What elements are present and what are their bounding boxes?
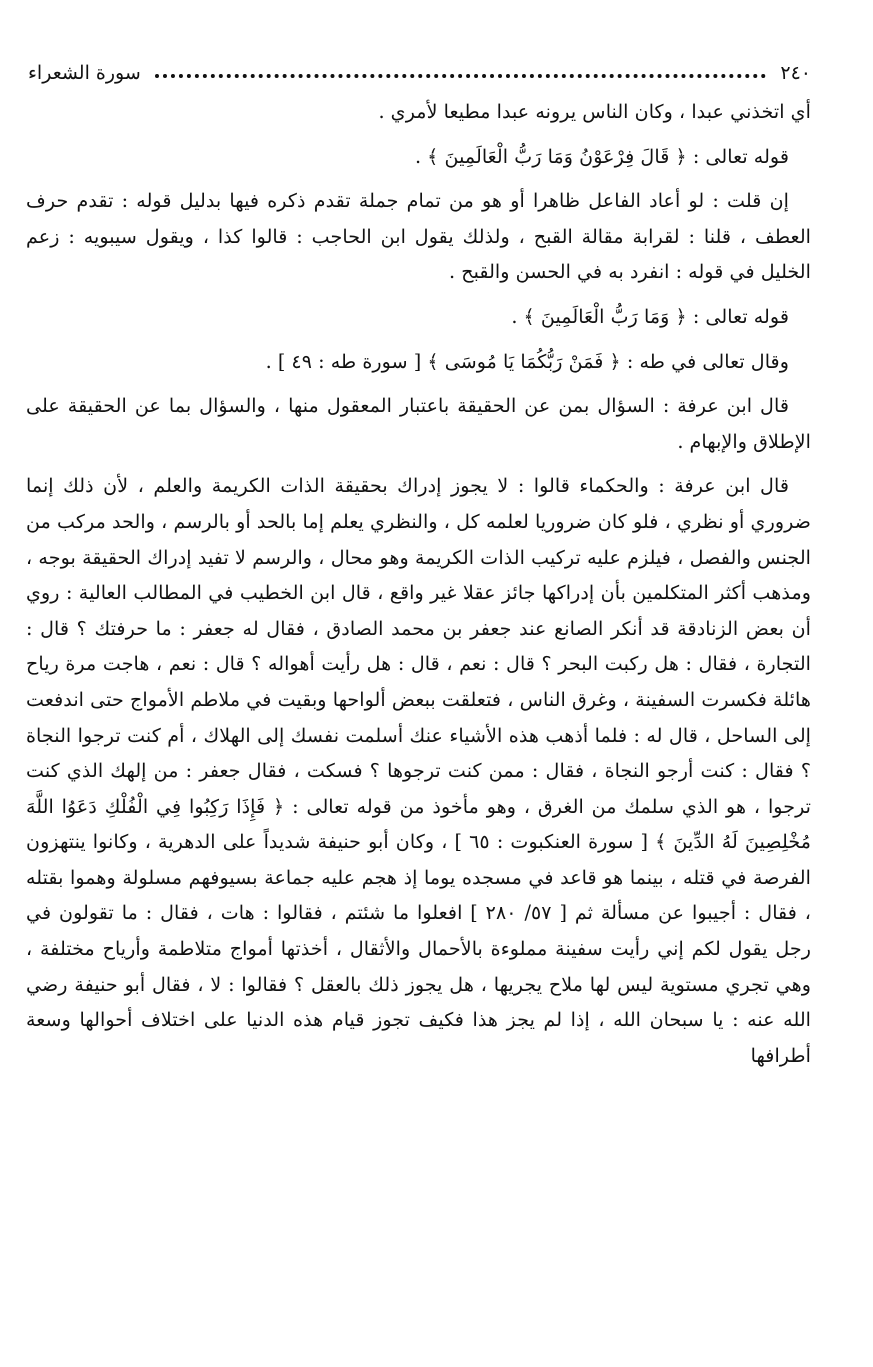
paragraph: قوله تعالى : ﴿ وَمَا رَبُّ الْعَالَمِينَ ﴾ .	[511, 304, 789, 328]
surah-title: سورة الشعراء	[28, 62, 141, 84]
page-body	[26, 94, 811, 1082]
page-header	[28, 56, 811, 90]
paragraph: إن قلت : لو أعاد الفاعل ظاهرا أو هو من تمام جملة تقدم ذكره فيها بدليل قوله : تقدم حرف العطف ، قلنا : لقرابة مقالة القبح ، ولذلك يقول ابن الحاجب : قالوا كذا ، ويقول سيبويه : زعم الخليل في قوله : انفرد به في الحسن والقبح .	[26, 189, 811, 284]
paragraph: قال ابن عرفة : والحكماء قالوا : لا يجوز إدراك بحقيقة الذات الكريمة والعلم ، لأن ذلك إنما ضروري أو نظري ، فلو كان ضروريا لعلمه كل ، والنظري يعلم إما بالحد أو بالرسم ، والحد مركب من الجنس والفصل ، فيلزم عليه تركيب الذات الكريمة وهو محال ، والرسم لا تفيد إدراك الحقيقة بوجه ، ومذهب أكثر المتكلمين بأن إدراكها جائز عقلا غير واقع ، قال ابن الخطيب في المطالب العالية : روي أن بعض الزنادقة قد أنكر الصانع عند جعفر بن محمد الصادق ، فقال له جعفر : ما حرفتك ؟ قال : التجارة ، فقال : هل ركبت البحر ؟ قال : نعم ، قال : هل رأيت أهواله ؟ قال : نعم ، هاجت مرة رياح هائلة فكسرت السفينة ، وغرق الناس ، فتعلقت ببعض ألواحها وبقيت في ملاطم الأمواج حتى اندفعت إلى الساحل ، قال له : فلما أذهب هذه الأشياء عنك أسلمت نفسك إلى الهلاك ، أم كنت ترجوا النجاة ؟ فقال : كنت أرجو النجاة ، فقال : ممن كنت ترجوها ؟ فسكت ، فقال جعفر : من إلهك الذي كنت ترجوا ، هو الذي سلمك من الغرق ، وهو مأخوذ من قوله تعالى : ﴿ فَإِذَا رَكِبُوا فِي الْفُلْكِ دَعَوُا اللَّهَ مُخْلِصِينَ لَهُ الدِّينَ ﴾ [ سورة العنكبوت : ٦٥ ] ، وكان أبو حنيفة شديداً على الدهرية ، وكانوا ينتهزون الفرصة في قتله ، بينما هو قاعد في مسجده يوما إذ هجم عليه جماعة بسيوفهم مسلولة وهموا بقتله ، فقال : أجيبوا عن مسألة ثم [ ٥٧/ ٢٨٠ ] افعلوا ما شئتم ، فقالوا : هات ، فقال : ما تقولون في رجل يقول لكم إني رأيت سفينة مملوءة بالأحمال والأثقال ، أخذتها أمواج متلاطمة وأرياح مختلفة ، وهي تجري مستوية ليس لها ملاح يجريها ، هل يجوز ذلك بالعقل ؟ فقالوا : لا ، فقال أبو حنيفة رضي الله عنه : يا سبحان الله ، إذا لم يجز هذا فكيف تجوز قيام هذه الدنيا على اختلاف أحوالها وسعة أطرافها	[26, 474, 812, 1067]
paragraph: قال ابن عرفة : السؤال بمن عن الحقيقة باعتبار المعقول منها ، والسؤال بما عن الحقيقة على الإطلاق والإبهام .	[26, 394, 811, 453]
page-number: ٢٤٠	[780, 62, 811, 84]
paragraph: أي اتخذني عبدا ، وكان الناس يرونه عبدا مطيعا لأمري .	[378, 100, 811, 123]
paragraph: قوله تعالى : ﴿ قَالَ فِرْعَوْنُ وَمَا رَبُّ الْعَالَمِينَ ﴾ .	[414, 144, 789, 168]
header-dotted-rule	[155, 71, 767, 78]
paragraph: وقال تعالى في طه : ﴿ فَمَنْ رَبُّكُمَا يَا مُوسَى ﴾ [ سورة طه : ٤٩ ] .	[265, 349, 789, 373]
